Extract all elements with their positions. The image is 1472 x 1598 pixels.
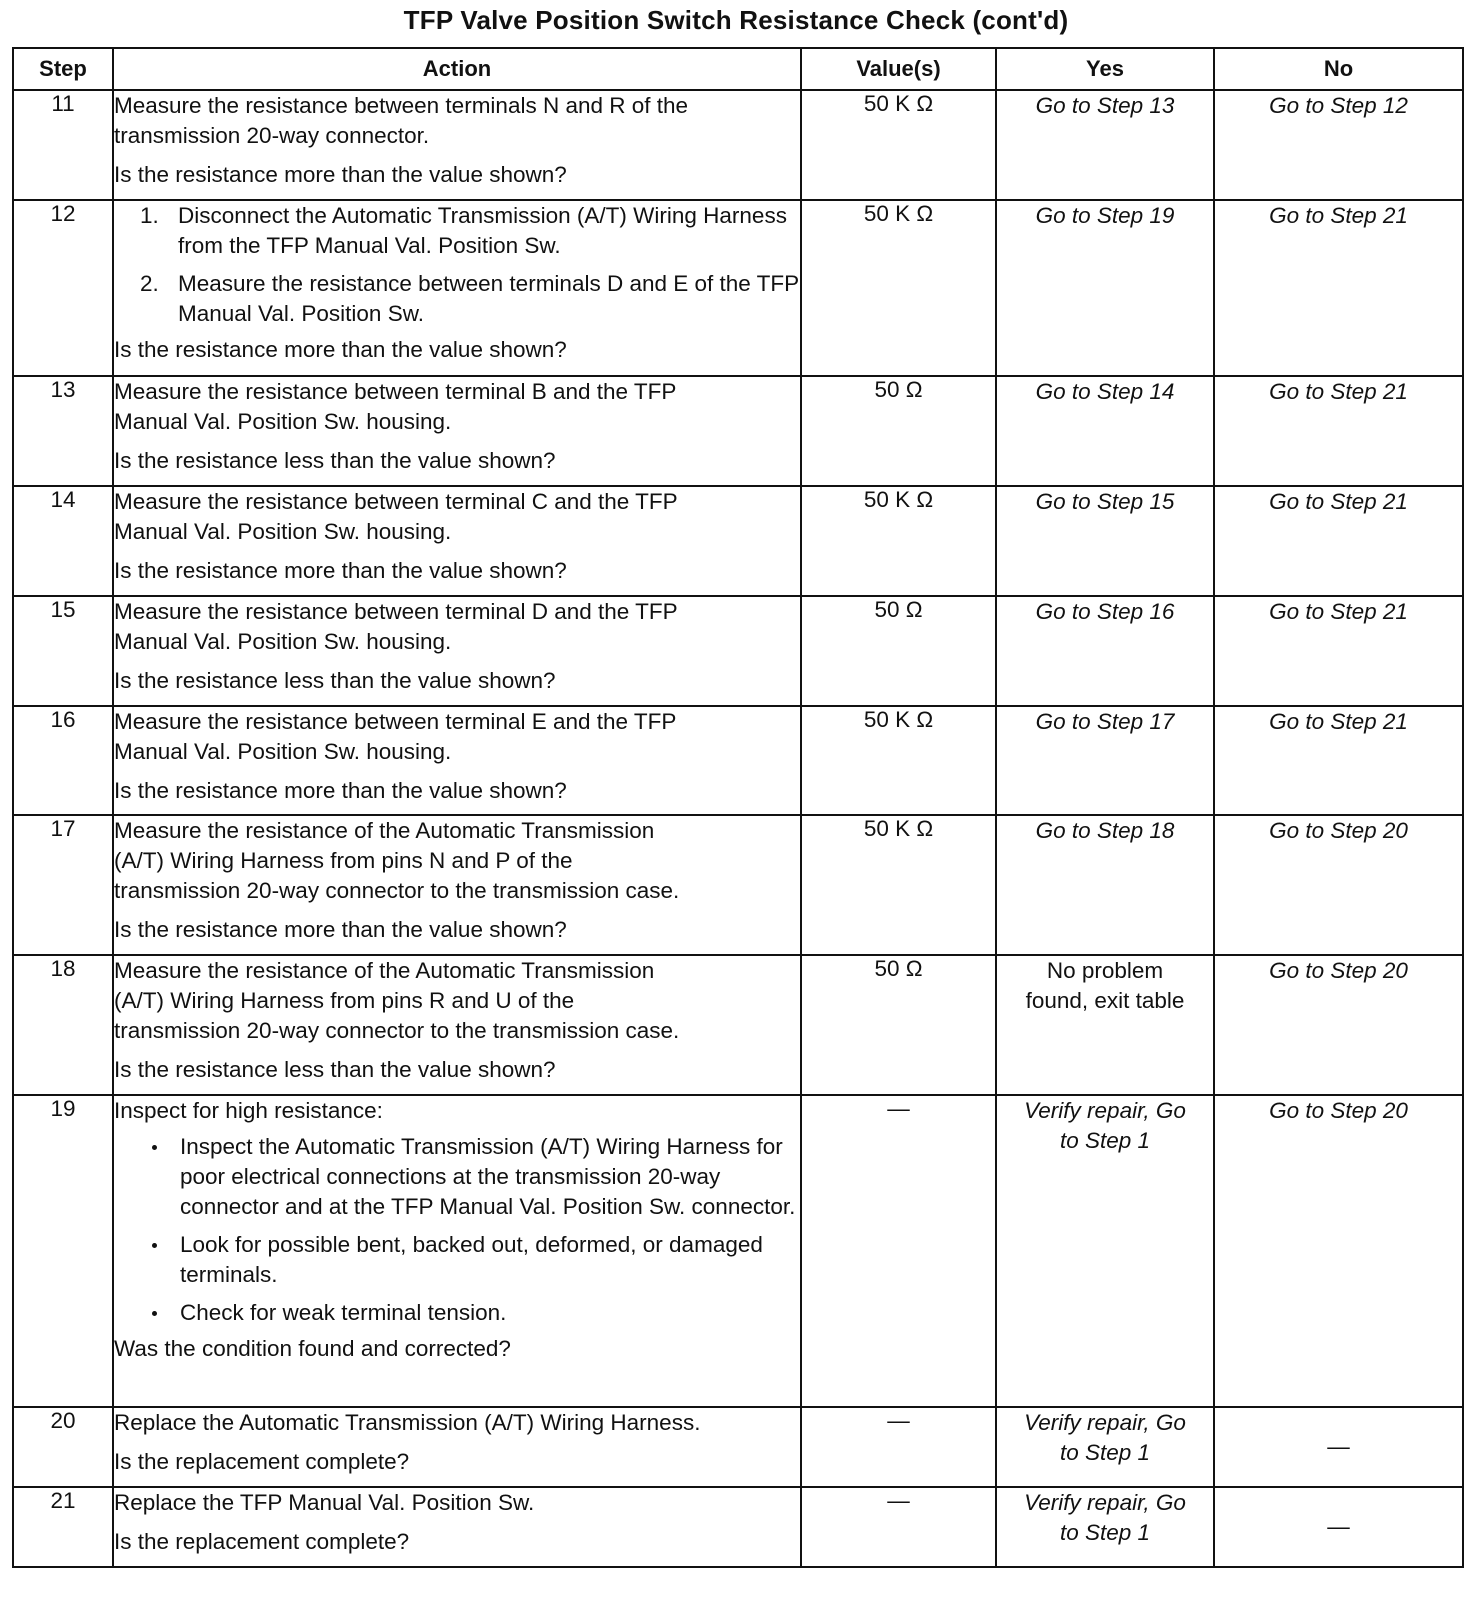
yes-cell: Go to Step 19 xyxy=(996,200,1214,376)
action-text: transmission 20-way connector to the transmission case. xyxy=(114,1018,680,1043)
list-item xyxy=(140,201,800,261)
action-text: Measure the resistance between terminals N and R of the xyxy=(114,93,689,118)
no-cell: Go to Step 21 xyxy=(1214,200,1463,376)
table-header-row xyxy=(13,48,1463,90)
action-question: Is the resistance less than the value shown? xyxy=(114,448,556,473)
action-cell xyxy=(113,596,801,706)
list-text: Look for possible bent, backed out, deformed, or damaged terminals. xyxy=(180,1232,763,1287)
step-number: 17 xyxy=(13,815,113,955)
table-row xyxy=(13,486,1463,596)
no-cell: Go to Step 12 xyxy=(1214,90,1463,200)
no-cell: Go to Step 21 xyxy=(1214,706,1463,815)
action-question: Is the resistance more than the value shown? xyxy=(114,337,567,362)
action-question: Is the resistance less than the value shown? xyxy=(114,668,556,693)
yes-cell: Go to Step 14 xyxy=(996,376,1214,486)
action-text: Measure the resistance between terminal E and the TFP xyxy=(114,709,677,734)
value-cell: 50 Ω xyxy=(801,955,996,1095)
page-title: TFP Valve Position Switch Resistance Check (cont'd) xyxy=(403,5,1069,35)
list-item xyxy=(148,1230,800,1290)
value-cell: 50 K Ω xyxy=(801,200,996,376)
table-row xyxy=(13,200,1463,376)
action-text: Measure the resistance between terminal C and the TFP xyxy=(114,489,678,514)
action-text: Measure the resistance between terminal D and the TFP xyxy=(114,599,678,624)
step-number: 12 xyxy=(13,200,113,376)
list-number: 1. xyxy=(140,203,159,228)
step-number: 15 xyxy=(13,596,113,706)
table-row xyxy=(13,815,1463,955)
diagnostic-table xyxy=(12,47,1464,1568)
action-text: Measure the resistance of the Automatic Transmission xyxy=(114,958,655,983)
value-cell: 50 K Ω xyxy=(801,815,996,955)
yes-text: to Step 1 xyxy=(1059,1520,1151,1545)
step-number: 16 xyxy=(13,706,113,815)
step-number: 11 xyxy=(13,90,113,200)
action-text: Inspect for high resistance: xyxy=(114,1098,383,1123)
bullet-list xyxy=(114,1132,800,1328)
list-text: Measure the resistance between terminals D and E of the TFP Manual Val. Position Sw. xyxy=(178,271,799,326)
action-question: Is the resistance more than the value shown? xyxy=(114,778,567,803)
table-row xyxy=(13,596,1463,706)
value-cell: — xyxy=(801,1407,996,1487)
value-cell: 50 K Ω xyxy=(801,486,996,596)
action-cell xyxy=(113,200,801,376)
list-item xyxy=(140,269,800,329)
no-cell: Go to Step 20 xyxy=(1214,955,1463,1095)
value-cell: 50 K Ω xyxy=(801,90,996,200)
list-item xyxy=(148,1132,800,1222)
action-cell xyxy=(113,486,801,596)
action-text: transmission 20-way connector. xyxy=(114,123,430,148)
header-no: No xyxy=(1214,48,1463,90)
list-item xyxy=(148,1298,800,1328)
action-text: transmission 20-way connector to the transmission case. xyxy=(114,878,680,903)
value-cell: — xyxy=(801,1487,996,1567)
header-action: Action xyxy=(113,48,801,90)
action-question: Is the replacement complete? xyxy=(114,1529,410,1554)
action-question: Is the resistance more than the value shown? xyxy=(114,162,567,187)
action-question: Is the replacement complete? xyxy=(114,1449,410,1474)
action-text: Measure the resistance between terminal B and the TFP xyxy=(114,379,677,404)
action-text: Manual Val. Position Sw. housing. xyxy=(114,409,452,434)
header-step: Step xyxy=(13,48,113,90)
step-number: 14 xyxy=(13,486,113,596)
list-number: 2. xyxy=(140,271,159,296)
yes-text: Verify repair, Go xyxy=(1024,1098,1186,1123)
header-yes: Yes xyxy=(996,48,1214,90)
action-text: (A/T) Wiring Harness from pins N and P of the xyxy=(114,848,573,873)
list-text: Disconnect the Automatic Transmission (A/T) Wiring Harness from the TFP Manual Val. Position Sw. xyxy=(178,203,787,258)
action-question: Is the resistance more than the value shown? xyxy=(114,917,567,942)
step-number: 21 xyxy=(13,1487,113,1567)
yes-text: No problem xyxy=(1046,958,1164,983)
yes-cell: Go to Step 16 xyxy=(996,596,1214,706)
table-row xyxy=(13,90,1463,200)
no-cell: Go to Step 21 xyxy=(1214,376,1463,486)
yes-cell xyxy=(996,1407,1214,1487)
table-row xyxy=(13,1407,1463,1487)
action-cell xyxy=(113,706,801,815)
yes-cell: Go to Step 13 xyxy=(996,90,1214,200)
bullet-icon xyxy=(152,1243,157,1248)
yes-text: Verify repair, Go xyxy=(1024,1410,1186,1435)
yes-cell: Go to Step 18 xyxy=(996,815,1214,955)
no-cell: Go to Step 20 xyxy=(1214,815,1463,955)
yes-cell: Go to Step 15 xyxy=(996,486,1214,596)
table-row xyxy=(13,1487,1463,1567)
action-cell xyxy=(113,376,801,486)
bullet-icon xyxy=(152,1311,157,1316)
action-question: Was the condition found and corrected? xyxy=(114,1336,511,1361)
action-text: (A/T) Wiring Harness from pins R and U of the xyxy=(114,988,575,1013)
action-question: Is the resistance less than the value shown? xyxy=(114,1057,556,1082)
step-number: 19 xyxy=(13,1095,113,1407)
value-cell: 50 Ω xyxy=(801,596,996,706)
action-cell xyxy=(113,1095,801,1407)
action-text: Manual Val. Position Sw. housing. xyxy=(114,519,452,544)
action-question: Is the resistance more than the value shown? xyxy=(114,558,567,583)
action-text: Replace the TFP Manual Val. Position Sw. xyxy=(114,1490,535,1515)
list-text: Inspect the Automatic Transmission (A/T) Wiring Harness for poor electrical connections at the transmission 20-way connector and at the TFP Manual Val. Position Sw. connector. xyxy=(180,1134,796,1219)
action-cell xyxy=(113,955,801,1095)
action-text: Manual Val. Position Sw. housing. xyxy=(114,629,452,654)
value-cell: 50 Ω xyxy=(801,376,996,486)
action-cell xyxy=(113,90,801,200)
value-cell: — xyxy=(801,1095,996,1407)
action-cell xyxy=(113,1487,801,1567)
yes-text: to Step 1 xyxy=(1059,1440,1151,1465)
yes-cell xyxy=(996,955,1214,1095)
no-cell: — xyxy=(1214,1487,1463,1567)
list-text: Check for weak terminal tension. xyxy=(180,1300,507,1325)
step-number: 18 xyxy=(13,955,113,1095)
yes-text: Verify repair, Go xyxy=(1024,1490,1186,1515)
no-cell: Go to Step 20 xyxy=(1214,1095,1463,1407)
value-cell: 50 K Ω xyxy=(801,706,996,815)
table-row xyxy=(13,1095,1463,1407)
action-cell xyxy=(113,815,801,955)
bullet-icon xyxy=(152,1145,157,1150)
header-value: Value(s) xyxy=(801,48,996,90)
no-cell: Go to Step 21 xyxy=(1214,486,1463,596)
table-row xyxy=(13,955,1463,1095)
action-text: Manual Val. Position Sw. housing. xyxy=(114,739,452,764)
yes-text: to Step 1 xyxy=(1059,1128,1151,1153)
no-cell: — xyxy=(1214,1407,1463,1487)
no-cell: Go to Step 21 xyxy=(1214,596,1463,706)
procedure-list xyxy=(114,201,800,329)
action-cell xyxy=(113,1407,801,1487)
table-row xyxy=(13,706,1463,815)
yes-text: found, exit table xyxy=(1025,988,1185,1013)
table-row xyxy=(13,376,1463,486)
yes-cell xyxy=(996,1095,1214,1407)
action-text: Measure the resistance of the Automatic Transmission xyxy=(114,818,655,843)
yes-cell: Go to Step 17 xyxy=(996,706,1214,815)
step-number: 20 xyxy=(13,1407,113,1487)
yes-cell xyxy=(996,1487,1214,1567)
action-text: Replace the Automatic Transmission (A/T) Wiring Harness. xyxy=(114,1410,701,1435)
step-number: 13 xyxy=(13,376,113,486)
